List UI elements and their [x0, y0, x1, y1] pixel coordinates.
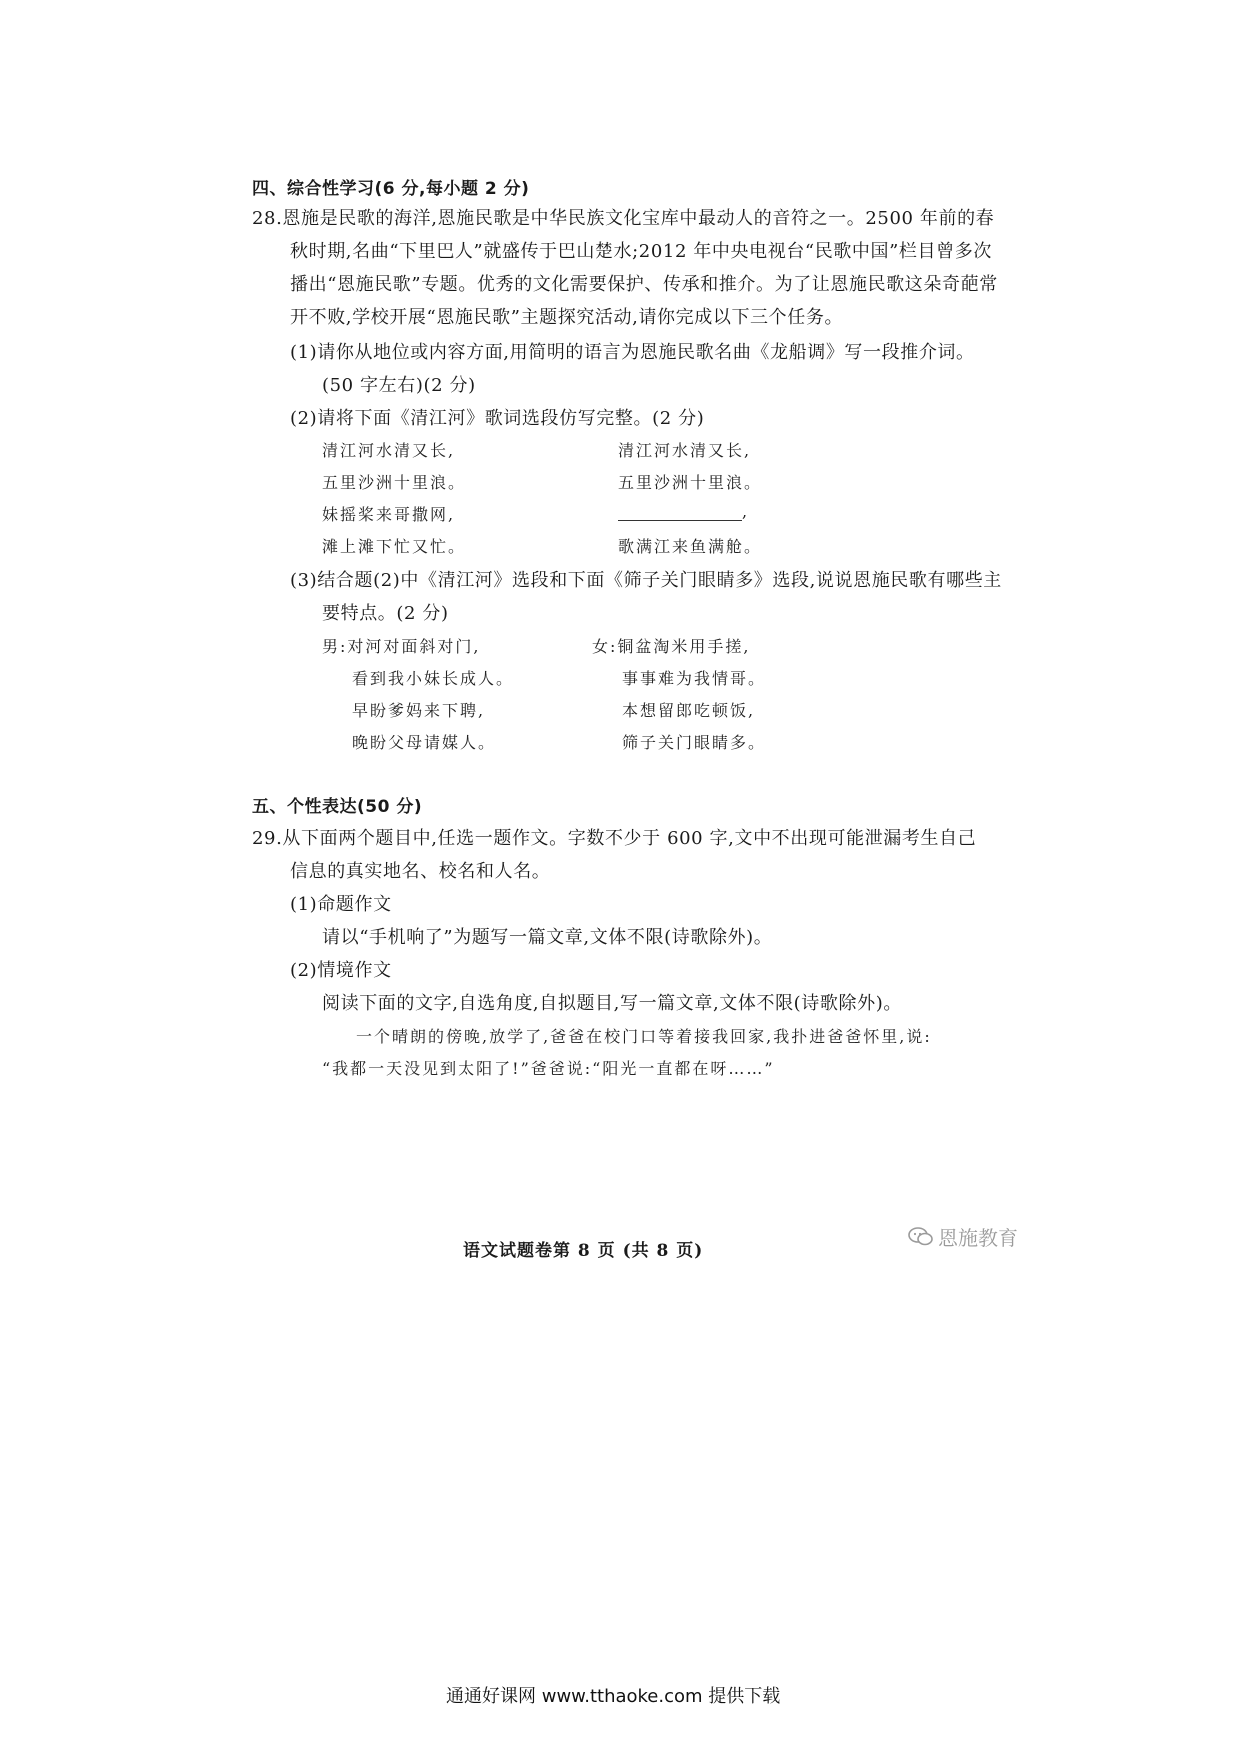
shaizi-male-1: 男:对河对面斜对门,: [322, 637, 481, 656]
page-number: 语文试题卷第 8 页 (共 8 页): [463, 1241, 704, 1261]
section4-title: 四、综合性学习(6 分,每小题 2 分): [252, 179, 530, 199]
q29-opt1-label: (1)命题作文: [290, 894, 392, 915]
q29-opt2-label: (2)情境作文: [290, 960, 392, 981]
qingjiang-left-3: 妹摇桨来哥撒网,: [322, 505, 456, 524]
shaizi-male-4: 晚盼父母请媒人。: [352, 733, 497, 752]
download-note[interactable]: 通通好课网 www.tthaoke.com 提供下载: [446, 1686, 781, 1707]
q28-line-3: 播出“恩施民歌”专题。优秀的文化需要保护、传承和推介。为了让恩施民歌这朵奇葩常: [290, 274, 998, 295]
qingjiang-right-1: 清江河水清又长,: [618, 441, 752, 460]
q29-passage-line2: “我都一天没见到太阳了!”爸爸说:“阳光一直都在呀……”: [322, 1059, 775, 1078]
watermark-text: 恩施教育: [938, 1226, 1018, 1250]
q29-passage-line1: 一个晴朗的傍晚,放学了,爸爸在校门口等着接我回家,我扑进爸爸怀里,说:: [356, 1027, 932, 1046]
shaizi-male-3: 早盼爹妈来下聘,: [352, 701, 486, 720]
qingjiang-left-4: 滩上滩下忙又忙。: [322, 537, 467, 556]
q28-sub3-line2: 要特点。(2 分): [322, 603, 449, 624]
qingjiang-left-1: 清江河水清又长,: [322, 441, 456, 460]
shaizi-male-2: 看到我小妹长成人。: [352, 669, 515, 688]
q29-opt1-text: 请以“手机响了”为题写一篇文章,文体不限(诗歌除外)。: [322, 927, 773, 948]
qingjiang-left-2: 五里沙洲十里浪。: [322, 473, 467, 492]
q28-line-4: 开不败,学校开展“恩施民歌”主题探究活动,请你完成以下三个任务。: [290, 307, 844, 328]
q29-line-1: 29.从下面两个题目中,任选一题作文。字数不少于 600 字,文中不出现可能泄漏考生自己: [252, 828, 977, 849]
q28-sub2-prompt: (2)请将下面《清江河》歌词选段仿写完整。(2 分): [290, 408, 705, 429]
wechat-icon: [908, 1226, 934, 1248]
q28-line-2: 秋时期,名曲“下里巴人”就盛传于巴山楚水;2012 年中央电视台“民歌中国”栏目曾多次: [290, 241, 992, 262]
q28-sub1-line2: (50 字左右)(2 分): [322, 375, 476, 396]
watermark: [908, 1222, 1018, 1251]
q28-sub1-line1: (1)请你从地位或内容方面,用简明的语言为恩施民歌名曲《龙船调》写一段推介词。: [290, 342, 975, 363]
qingjiang-right-4: 歌满江来鱼满舱。: [618, 537, 763, 556]
shaizi-female-4: 筛子关门眼睛多。: [622, 733, 767, 752]
shaizi-female-3: 本想留郎吃顿饭,: [622, 701, 756, 720]
fill-in-blank[interactable]: [618, 504, 742, 521]
q29-opt2-text: 阅读下面的文字,自选角度,自拟题目,写一篇文章,文体不限(诗歌除外)。: [322, 993, 902, 1014]
section5-title: 五、个性表达(50 分): [252, 797, 423, 817]
shaizi-female-2: 事事难为我情哥。: [622, 669, 767, 688]
qingjiang-right-2: 五里沙洲十里浪。: [618, 473, 763, 492]
q28-sub3-line1: (3)结合题(2)中《清江河》选段和下面《筛子关门眼睛多》选段,说说恩施民歌有哪些主: [290, 570, 1002, 591]
qingjiang-right-3-blank: [618, 502, 749, 521]
blank-comma: ,: [742, 502, 750, 521]
q28-line-1: 28.恩施是民歌的海洋,恩施民歌是中华民族文化宝库中最动人的音符之一。2500 年前的春: [252, 208, 995, 229]
shaizi-female-1: 女:铜盆淘米用手搓,: [592, 637, 751, 656]
q29-line-2: 信息的真实地名、校名和人名。: [290, 861, 551, 882]
